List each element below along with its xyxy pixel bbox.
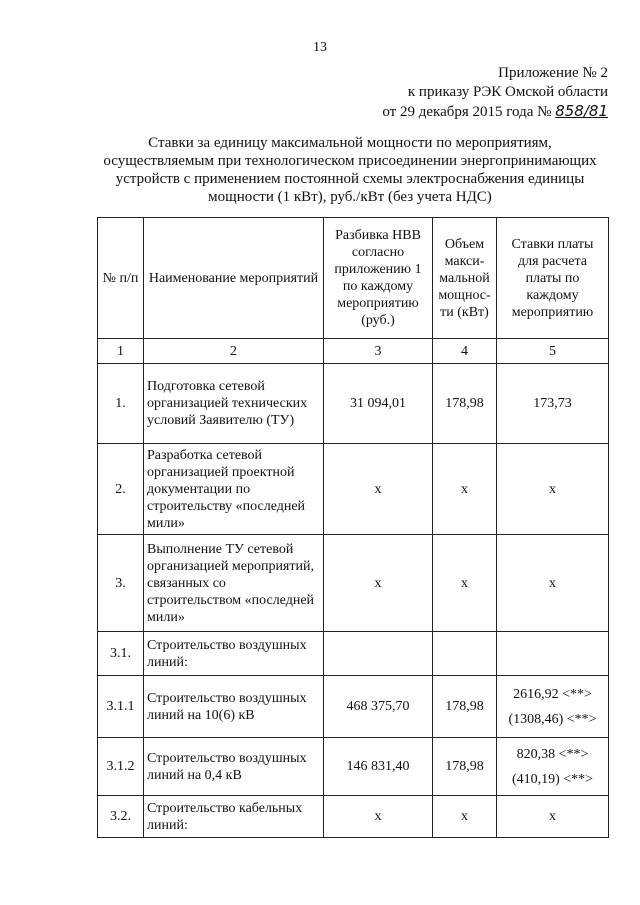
row-num: 3.1. bbox=[98, 632, 144, 676]
row-rate bbox=[497, 676, 609, 738]
row-volume: 178,98 bbox=[433, 364, 497, 444]
row-rate: х bbox=[497, 444, 609, 535]
title-line-4: мощности (1 кВт), руб./кВт (без учета НДС) bbox=[208, 189, 492, 205]
row-name: Строительство воздушных линий на 10(6) кВ bbox=[144, 676, 324, 738]
col-index-cell: 4 bbox=[433, 339, 497, 364]
header-nvv: Разбивка НВВ согласно приложению 1 по каждому мероприятию (руб.) bbox=[324, 218, 433, 339]
row-nvv: 31 094,01 bbox=[324, 364, 433, 444]
row-name: Строительство кабельных линий: bbox=[144, 796, 324, 838]
row-nvv: 146 831,40 bbox=[324, 738, 433, 796]
row-volume: х bbox=[433, 535, 497, 632]
document-title bbox=[90, 134, 610, 206]
rate-value: 2616,92 <**> bbox=[513, 686, 592, 702]
row-num: 3. bbox=[98, 535, 144, 632]
rate-value-alt: (1308,46) <**> bbox=[508, 711, 597, 727]
header-row bbox=[98, 218, 609, 339]
row-name: Разработка сетевой организацией проектной документации по строительству «последней мили» bbox=[144, 444, 324, 535]
row-volume: х bbox=[433, 444, 497, 535]
row-nvv: х bbox=[324, 535, 433, 632]
row-nvv bbox=[324, 632, 433, 676]
row-rate: 173,73 bbox=[497, 364, 609, 444]
appendix-line-3 bbox=[382, 102, 608, 122]
table-row bbox=[98, 676, 609, 738]
row-volume: 178,98 bbox=[433, 676, 497, 738]
rates-table bbox=[97, 217, 609, 838]
appendix-block bbox=[382, 64, 608, 122]
page-number: 13 bbox=[313, 40, 327, 55]
title-line-3: устройств с применением постоянной схемы электроснабжения единицы bbox=[115, 171, 585, 187]
row-rate bbox=[497, 632, 609, 676]
row-num: 3.2. bbox=[98, 796, 144, 838]
rate-value-alt: (410,19) <**> bbox=[511, 771, 594, 787]
row-volume bbox=[433, 632, 497, 676]
appendix-line-1: Приложение № 2 bbox=[498, 65, 608, 81]
row-name: Строительство воздушных линий: bbox=[144, 632, 324, 676]
row-num: 1. bbox=[98, 364, 144, 444]
row-nvv: х bbox=[324, 444, 433, 535]
table-row bbox=[98, 364, 609, 444]
table-row bbox=[98, 535, 609, 632]
row-name: Выполнение ТУ сетевой организацией мероприятий, связанных со строительством «последней мили» bbox=[144, 535, 324, 632]
row-nvv: х bbox=[324, 796, 433, 838]
row-num: 3.1.2 bbox=[98, 738, 144, 796]
rate-value: 820,38 <**> bbox=[516, 746, 589, 762]
header-rate: Ставки платы для расчета платы по каждому мероприятию bbox=[497, 218, 609, 339]
column-index-row bbox=[98, 339, 609, 364]
header-num: № п/п bbox=[98, 218, 144, 339]
col-index-cell: 1 bbox=[98, 339, 144, 364]
table-row bbox=[98, 444, 609, 535]
col-index-cell: 2 bbox=[144, 339, 324, 364]
title-line-1: Ставки за единицу максимальной мощности по мероприятиям, bbox=[148, 135, 552, 151]
row-rate: х bbox=[497, 796, 609, 838]
title-line-2: осуществляемым при технологическом присоединении энергопринимающих bbox=[103, 153, 597, 169]
row-rate: х bbox=[497, 535, 609, 632]
row-num: 3.1.1 bbox=[98, 676, 144, 738]
col-index-cell: 5 bbox=[497, 339, 609, 364]
row-rate bbox=[497, 738, 609, 796]
row-nvv: 468 375,70 bbox=[324, 676, 433, 738]
header-volume: Объем макси-мальной мощнос-ти (кВт) bbox=[433, 218, 497, 339]
table-row bbox=[98, 738, 609, 796]
col-index-cell: 3 bbox=[324, 339, 433, 364]
order-number-handwritten: 858/81 bbox=[555, 102, 608, 120]
table-row bbox=[98, 796, 609, 838]
row-name: Подготовка сетевой организацией технических условий Заявителю (ТУ) bbox=[144, 364, 324, 444]
row-num: 2. bbox=[98, 444, 144, 535]
row-volume: х bbox=[433, 796, 497, 838]
header-name: Наименование мероприятий bbox=[144, 218, 324, 339]
row-volume: 178,98 bbox=[433, 738, 497, 796]
appendix-date: от 29 декабря 2015 года № bbox=[382, 104, 552, 120]
row-name: Строительство воздушных линий на 0,4 кВ bbox=[144, 738, 324, 796]
table-row bbox=[98, 632, 609, 676]
appendix-line-2: к приказу РЭК Омской области bbox=[407, 84, 608, 100]
